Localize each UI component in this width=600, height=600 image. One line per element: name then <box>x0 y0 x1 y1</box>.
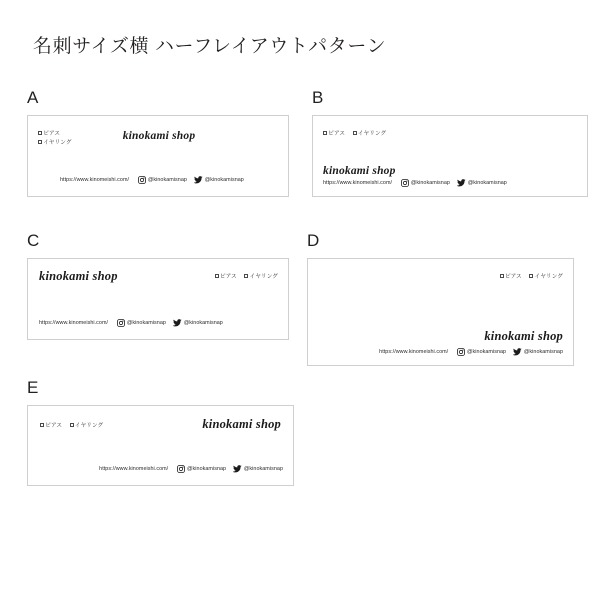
shop-name-e: kinokami shop <box>202 417 281 431</box>
twitter-handle-e: @kinokamisnap <box>243 466 283 472</box>
shop-name-a: kinokami shop <box>122 130 196 142</box>
instagram-handle-a: @kinokamisnap <box>147 177 187 183</box>
empty-checkbox-icon[interactable] <box>323 131 327 135</box>
twitter-bird-icon[interactable] <box>513 348 522 356</box>
option-earring-label-d: イヤリング <box>534 274 563 280</box>
twitter-link-d[interactable] <box>513 348 563 356</box>
option-list-b <box>323 130 386 139</box>
empty-checkbox-icon[interactable] <box>40 423 44 427</box>
empty-checkbox-icon[interactable] <box>500 274 504 278</box>
instagram-link-d[interactable] <box>457 348 506 356</box>
instagram-handle-e: @kinokamisnap <box>187 466 227 472</box>
option-list-d <box>500 273 563 282</box>
option-earring-e[interactable] <box>70 422 104 431</box>
contact-row-e <box>99 465 283 473</box>
business-card-a[interactable] <box>27 115 289 197</box>
website-url-e[interactable]: https://www.kinomeishi.com/ <box>99 466 169 472</box>
shop-name-b: kinokami shop <box>323 165 396 177</box>
twitter-link-a[interactable] <box>194 176 244 184</box>
card-label-e: E <box>27 378 39 397</box>
option-pierce-label-c: ピアス <box>219 274 237 280</box>
card-label-a: A <box>27 88 39 107</box>
contact-row-b <box>323 179 507 187</box>
shop-name-c: kinokami shop <box>39 269 118 283</box>
twitter-handle-b: @kinokamisnap <box>467 180 507 186</box>
contact-row-a <box>60 176 244 184</box>
option-earring-label-a: イヤリング <box>43 140 72 146</box>
page-title: 名刺サイズ横 ハーフレイアウトパターン <box>33 36 387 57</box>
twitter-link-e[interactable] <box>233 465 283 473</box>
business-card-e[interactable] <box>27 405 294 486</box>
twitter-link-c[interactable] <box>173 319 223 327</box>
card-label-d: D <box>307 231 320 250</box>
instagram-link-b[interactable] <box>401 179 450 187</box>
twitter-handle-d: @kinokamisnap <box>523 349 563 355</box>
card-label-b: B <box>312 88 324 107</box>
instagram-icon[interactable] <box>177 465 185 473</box>
empty-checkbox-icon[interactable] <box>70 423 74 427</box>
twitter-bird-icon[interactable] <box>194 176 203 184</box>
empty-checkbox-icon[interactable] <box>244 274 248 278</box>
option-earring-label-b: イヤリング <box>357 131 387 137</box>
option-earring-label-c: イヤリング <box>249 274 278 280</box>
option-pierce-label-d: ピアス <box>504 274 522 280</box>
instagram-handle-b: @kinokamisnap <box>410 180 450 186</box>
twitter-bird-icon[interactable] <box>233 465 242 473</box>
option-pierce-label-a: ピアス <box>43 131 61 137</box>
empty-checkbox-icon[interactable] <box>353 131 357 135</box>
card-label-c: C <box>27 231 40 250</box>
option-pierce-label-e: ピアス <box>45 423 63 429</box>
option-earring-b[interactable] <box>353 130 387 139</box>
option-pierce-b[interactable] <box>323 130 345 139</box>
website-url-b[interactable]: https://www.kinomeishi.com/ <box>323 180 393 186</box>
option-earring-c[interactable] <box>244 273 278 282</box>
twitter-bird-icon[interactable] <box>457 179 466 187</box>
empty-checkbox-icon[interactable] <box>215 274 219 278</box>
business-card-b[interactable] <box>312 115 588 197</box>
empty-checkbox-icon[interactable] <box>529 274 533 278</box>
instagram-icon[interactable] <box>401 179 409 187</box>
twitter-handle-a: @kinokamisnap <box>204 177 244 183</box>
option-earring-d[interactable] <box>529 273 563 282</box>
instagram-icon[interactable] <box>117 319 125 327</box>
business-card-d[interactable] <box>307 258 574 366</box>
option-list-e <box>40 422 103 431</box>
twitter-bird-icon[interactable] <box>173 319 182 327</box>
shop-name-d: kinokami shop <box>484 329 563 343</box>
option-pierce-d[interactable] <box>500 273 522 282</box>
twitter-handle-c: @kinokamisnap <box>183 320 223 326</box>
option-pierce-e[interactable] <box>40 422 62 431</box>
website-url-d[interactable]: https://www.kinomeishi.com/ <box>379 349 449 355</box>
contact-row-c <box>39 319 223 327</box>
instagram-link-c[interactable] <box>117 319 166 327</box>
instagram-handle-d: @kinokamisnap <box>467 349 507 355</box>
option-pierce-c[interactable] <box>215 273 237 282</box>
website-url-c[interactable]: https://www.kinomeishi.com/ <box>39 320 109 326</box>
instagram-link-a[interactable] <box>138 176 187 184</box>
instagram-icon[interactable] <box>138 176 146 184</box>
twitter-link-b[interactable] <box>457 179 507 187</box>
option-list-c <box>215 273 278 282</box>
instagram-handle-c: @kinokamisnap <box>126 320 166 326</box>
instagram-link-e[interactable] <box>177 465 226 473</box>
option-pierce-label-b: ピアス <box>328 131 346 137</box>
instagram-icon[interactable] <box>457 348 465 356</box>
business-card-c[interactable] <box>27 258 289 340</box>
option-earring-label-e: イヤリング <box>74 423 104 429</box>
contact-row-d <box>379 348 563 356</box>
website-url-a[interactable]: https://www.kinomeishi.com/ <box>60 177 130 183</box>
